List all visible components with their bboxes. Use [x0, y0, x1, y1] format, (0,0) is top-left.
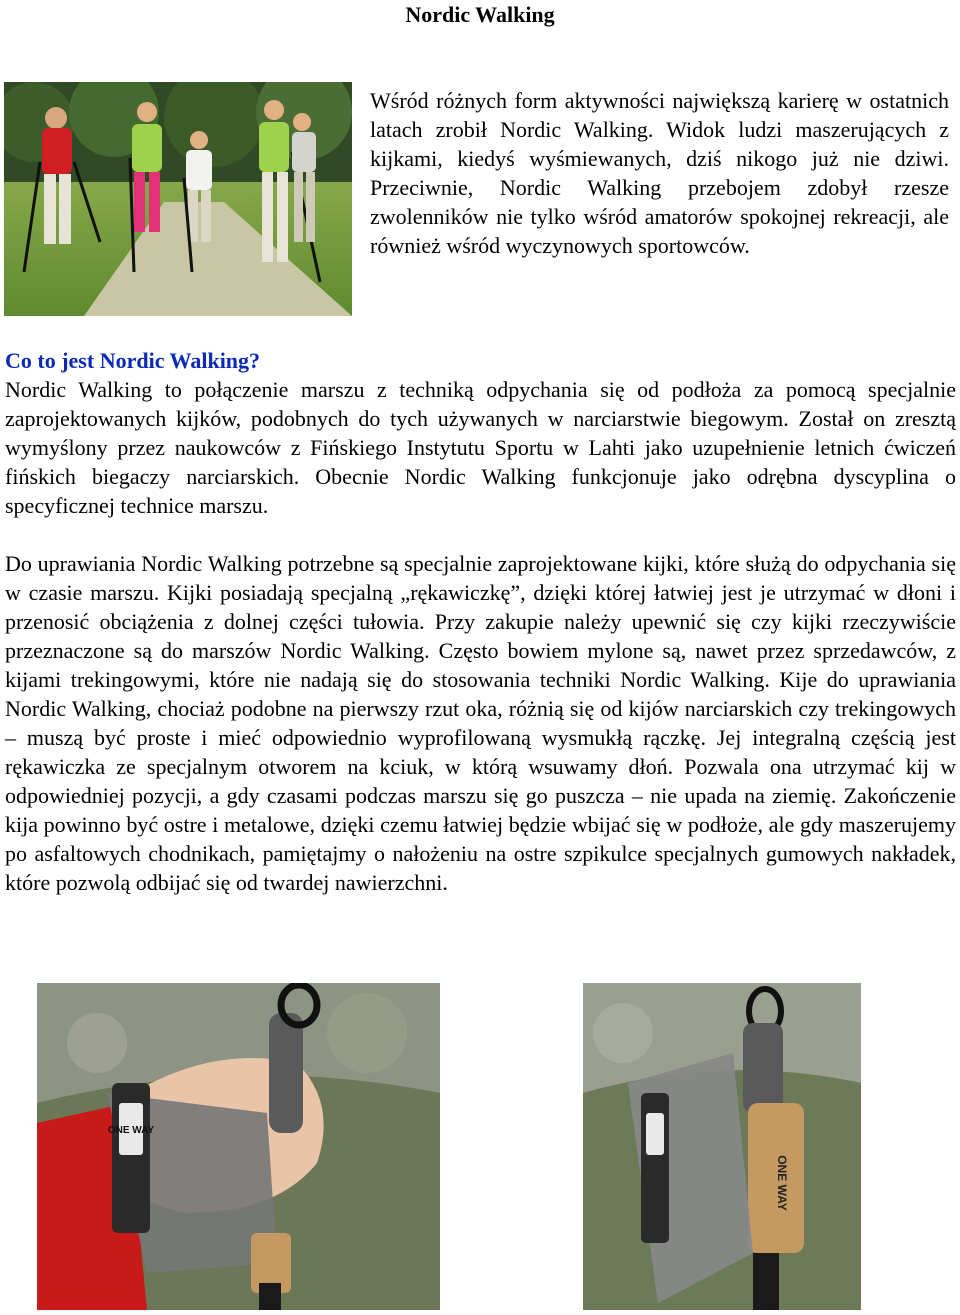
walkers-photo — [4, 82, 352, 316]
intro-paragraph: Wśród różnych form aktywności największą karierę w ostatnich latach zrobił Nordic Walking. Widok ludzi maszerujących z kijkami, kiedyś wyśmiewanych, dziś nikogo już nie dziwi. Przeciwnie, Nordic Walking przebojem zdobył rzesze zwolenników nie tylko wśród amatorów spokojnej rekreacji, ale również wśród wyczynowych sportowców. — [370, 88, 949, 258]
section-heading: Co to jest Nordic Walking? — [5, 348, 261, 373]
paragraph-equipment: Do uprawiania Nordic Walking potrzebne są specjalnie zaprojektowane kijki, które służą do odpychania się w czasie marszu. Kijki posiadają specjalną „rękawiczkę”, dzięki której łatwiej jest je utrzymać w dłoni i przenosić obciążenia z dolnej części tułowia. Przy zakupie należy upewnić się czy kijki rzeczywiście przeznaczone są do marszów Nordic Walking. Często bowiem mylone są, nawet przez sprzedawców, z kijami trekingowymi, które nie nadają się do stosowania techniki Nordic Walking. Kije do uprawiania Nordic Walking, chociaż podobne na pierwszy rzut oka, różnią się od kijów narciarskich czy trekingowych – muszą być proste i mieć odpowiednio wyprofilowaną wysmukłą rączkę. Jej integralną częścią jest rękawiczka ze specjalnym otworem na kciuk, w którą wsuwamy dłoń. Pozwala ona utrzymać kij w odpowiedniej pozycji, a gdy czasami podczas marszu się go puszcza – nie upada na ziemię. Zakończenie kija powinno być ostre i metalowe, dzięki czemu łatwiej będzie wbijać się w podłoże, ale gdy maszerujemy po asfaltowych chodnikach, pamiętajmy o nałożeniu na ostre szpikulce specjalnych gumowych nakładek, które pozwolą odbijać się od twardej nawierzchni. — [5, 551, 956, 895]
paragraph-definition: Nordic Walking to połączenie marszu z techniką odpychania się od podłoża za pomocą specjalnie zaprojektowanych kijków, podobnych do tych używanych w narciarstwie biegowym. Został on zresztą wymyślony przez naukowców z Fińskiego Instytutu Sportu w Lahti jako uzupełnienie letnich ćwiczeń fińskich biegaczy narciarskich. Obecnie Nordic Walking funkcjonuje jako odrębna dyscyplina o specyficznej technice marszu. — [5, 377, 956, 518]
glove-logo-text: ONE WAY — [107, 1125, 155, 1136]
handle-logo-text: ONE WAY — [775, 1155, 789, 1211]
pole-glove-hand-photo — [37, 983, 440, 1310]
page-title: Nordic Walking — [405, 2, 555, 27]
pole-handle-glove-photo — [583, 983, 861, 1310]
